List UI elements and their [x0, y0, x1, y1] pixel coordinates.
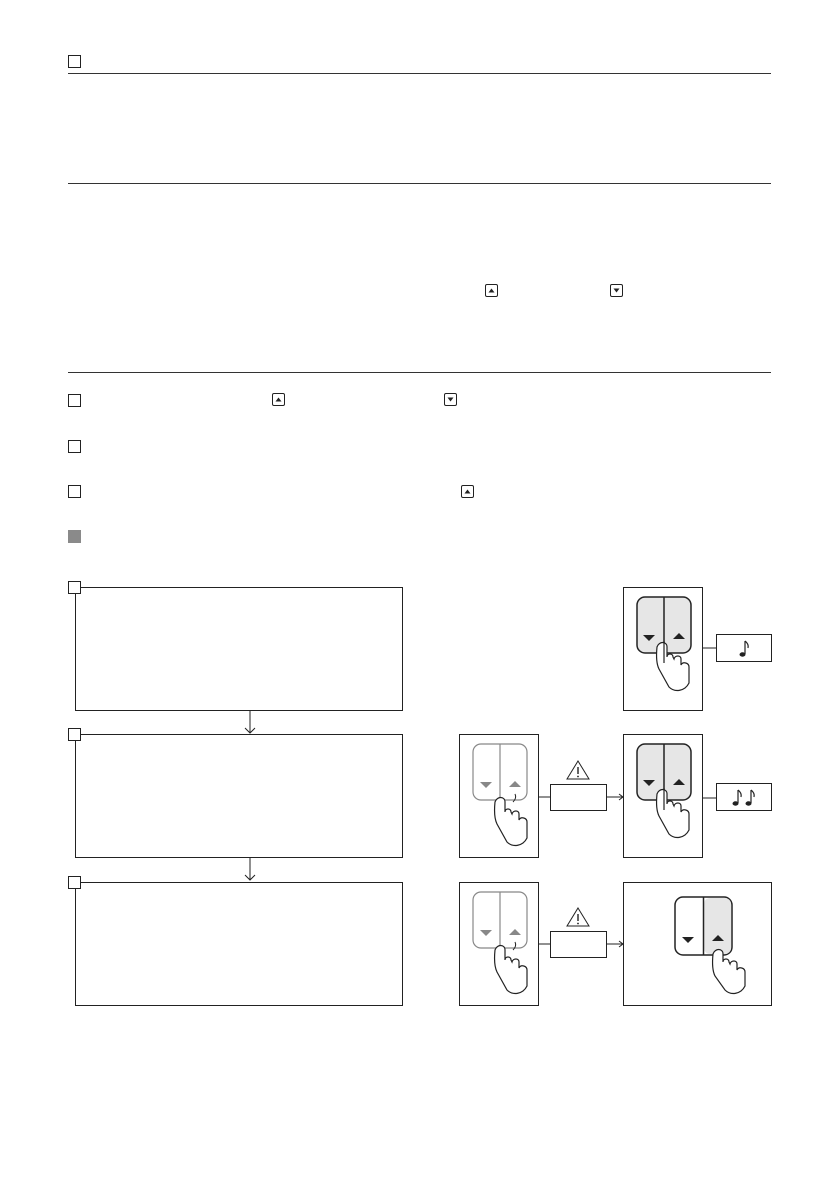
switch-press-illustration — [459, 882, 539, 1006]
flow-step-box — [75, 587, 403, 711]
flow-arrow-right — [607, 939, 624, 949]
hold-duration-box — [550, 931, 607, 958]
divider — [68, 183, 771, 184]
switch-press-illustration — [623, 587, 703, 711]
switch-press-illustration — [459, 734, 539, 858]
switch-press-illustration — [623, 734, 703, 858]
flow-step-box — [75, 734, 403, 858]
flow-step-marker — [68, 876, 81, 889]
step-marker — [68, 440, 81, 453]
connector-line — [703, 797, 717, 799]
section-marker — [68, 55, 81, 68]
step-marker-filled — [68, 530, 81, 543]
divider — [68, 73, 771, 74]
flow-arrow-down — [242, 858, 258, 882]
sound-indicator-box — [716, 634, 772, 662]
flow-step-marker — [68, 581, 81, 594]
divider — [68, 372, 771, 373]
double-note-icon — [717, 784, 771, 810]
flow-arrow-down — [242, 711, 258, 735]
up-arrow-button-icon — [272, 393, 285, 406]
warning-triangle-icon — [566, 760, 590, 780]
connector-line — [703, 647, 717, 649]
flow-arrow-right — [607, 792, 624, 802]
step-marker — [68, 485, 81, 498]
up-arrow-button-icon — [485, 284, 498, 297]
hold-duration-box — [550, 784, 607, 811]
switch-press-illustration — [623, 882, 772, 1006]
single-note-icon — [717, 635, 771, 661]
flow-step-box — [75, 882, 403, 1006]
sound-indicator-box — [716, 783, 772, 811]
down-arrow-button-icon — [610, 284, 623, 297]
flow-step-marker — [68, 728, 81, 741]
warning-triangle-icon — [566, 907, 590, 927]
down-arrow-button-icon — [444, 393, 457, 406]
up-arrow-button-icon — [461, 485, 474, 498]
step-marker — [68, 394, 81, 407]
